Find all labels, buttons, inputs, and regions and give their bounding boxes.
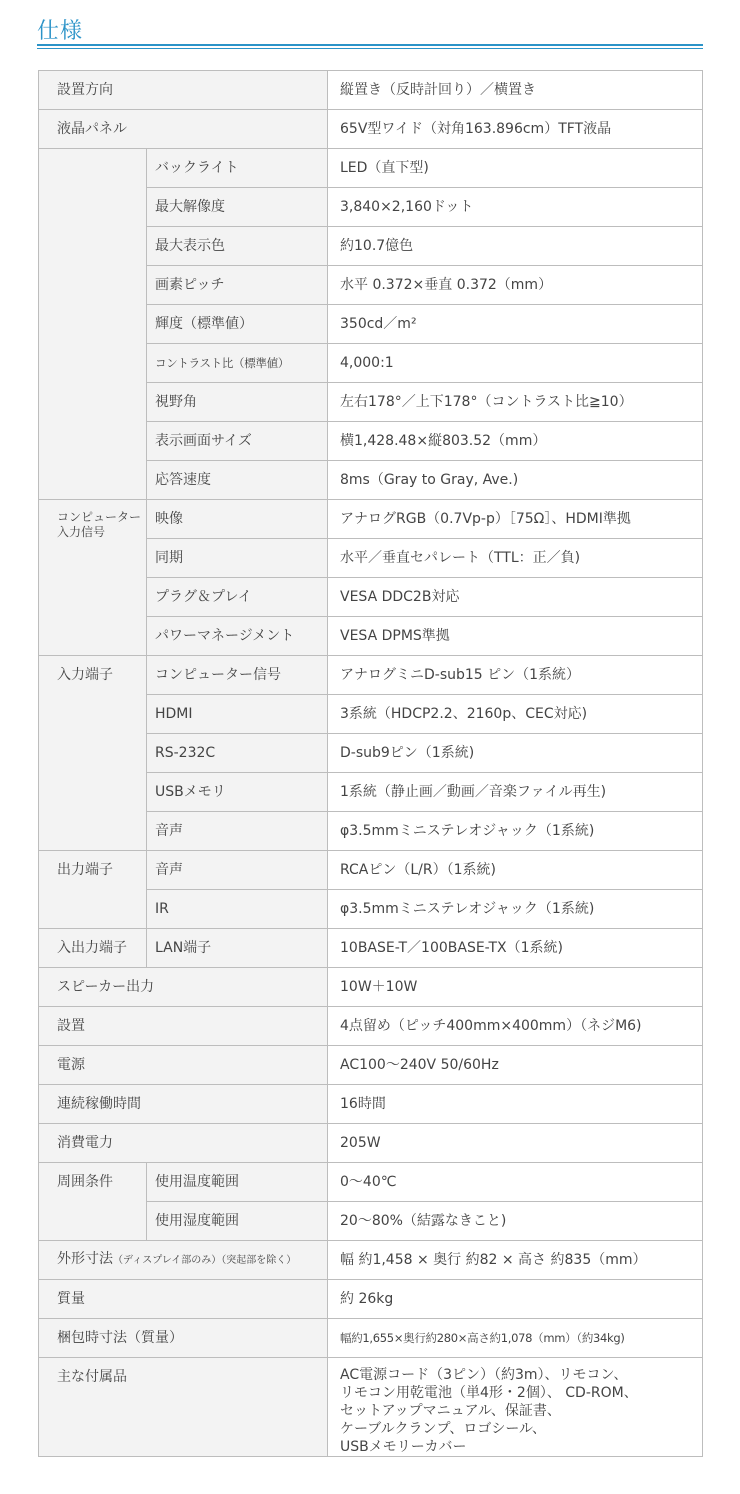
row-sublabel: 使用湿度範囲 [147, 1202, 328, 1241]
row-value: VESA DDC2B対応 [328, 578, 703, 617]
row-value: 左右178°／上下178°（コントラスト比≧10） [328, 383, 703, 422]
table-row [39, 1046, 703, 1085]
table-row [39, 110, 703, 149]
row-label: 電源 [39, 1046, 328, 1085]
row-label-text: 外形寸法 [57, 1251, 113, 1267]
row-sublabel: 応答速度 [147, 461, 328, 500]
row-value: 約 26kg [328, 1280, 703, 1319]
row-value: 16時間 [328, 1085, 703, 1124]
row-value: AC100〜240V 50/60Hz [328, 1046, 703, 1085]
page-title: 仕様 [37, 19, 84, 44]
row-value [328, 1358, 703, 1457]
table-row [39, 1358, 703, 1457]
row-value: 横1,428.48×縦803.52（mm） [328, 422, 703, 461]
row-sublabel: 輝度（標準値） [147, 305, 328, 344]
row-value: 4,000:1 [328, 344, 703, 383]
row-label: 梱包時寸法（質量） [39, 1319, 328, 1358]
row-label [39, 500, 147, 656]
table-row [39, 1241, 703, 1280]
row-label [39, 1241, 328, 1280]
row-value [328, 1319, 703, 1358]
row-value: VESA DPMS準拠 [328, 617, 703, 656]
row-value: 水平／垂直セパレート（TTL：正／負) [328, 539, 703, 578]
row-label: スピーカー出力 [39, 968, 328, 1007]
row-value: RCAピン（L/R）（1系統) [328, 851, 703, 890]
row-sublabel: 最大表示色 [147, 227, 328, 266]
row-sublabel: プラグ＆プレイ [147, 578, 328, 617]
row-sublabel: 表示画面サイズ [147, 422, 328, 461]
row-value: 3,840×2,160ドット [328, 188, 703, 227]
row-value: 幅 約1,458 × 奥行 約82 × 高さ 約835（mm） [328, 1241, 703, 1280]
row-sublabel [147, 344, 328, 383]
row-value-line: USBメモリーカバー [340, 1439, 467, 1455]
table-row [39, 851, 703, 890]
row-label: 連続稼働時間 [39, 1085, 328, 1124]
table-row [39, 1085, 703, 1124]
row-label: 主な付属品 [39, 1358, 328, 1457]
row-value: 0〜40℃ [328, 1163, 703, 1202]
row-sublabel: 映像 [147, 500, 328, 539]
row-label: 周囲条件 [39, 1163, 147, 1241]
row-sublabel: コンピューター信号 [147, 656, 328, 695]
table-row [39, 1319, 703, 1358]
row-label: 入出力端子 [39, 929, 147, 968]
table-row [39, 1007, 703, 1046]
row-label: 出力端子 [39, 851, 147, 929]
row-value: 水平 0.372×垂直 0.372（mm） [328, 266, 703, 305]
row-sublabel: 画素ピッチ [147, 266, 328, 305]
row-sublabel: IR [147, 890, 328, 929]
table-row [39, 71, 703, 110]
row-value: 10BASE-T／100BASE-TX（1系統) [328, 929, 703, 968]
row-value: アナログRGB（0.7Vp-p）［75Ω］、HDMI準拠 [328, 500, 703, 539]
row-value: アナログミニD-sub15 ピン（1系統） [328, 656, 703, 695]
title-underline-thin [37, 48, 703, 49]
title-underline [37, 44, 703, 46]
row-value: 350cd／m² [328, 305, 703, 344]
row-value: φ3.5mmミニステレオジャック（1系統) [328, 812, 703, 851]
row-label: 質量 [39, 1280, 328, 1319]
row-label: 入力端子 [39, 656, 147, 851]
row-value-line: セットアップマニュアル、保証書、 [340, 1403, 561, 1419]
row-value: 10W＋10W [328, 968, 703, 1007]
table-row [39, 929, 703, 968]
row-label-note: （ディスプレイ部のみ）（突起部を除く） [113, 1255, 297, 1266]
row-value: 65V型ワイド（対角163.896cm）TFT液晶 [328, 110, 703, 149]
row-value-line: ケーブルクランプ、ロゴシール、 [340, 1421, 546, 1437]
row-value: 縦置き（反時計回り）／横置き [328, 71, 703, 110]
row-label-line: コンピューター [57, 510, 142, 524]
row-value-line: AC電源コード（3ピン）（約3m）、リモコン、 [340, 1367, 628, 1383]
row-value: 20〜80%（結露なきこと) [328, 1202, 703, 1241]
row-sublabel: 視野角 [147, 383, 328, 422]
row-value: D-sub9ピン（1系統) [328, 734, 703, 773]
table-row [39, 1124, 703, 1163]
table-row [39, 1280, 703, 1319]
row-sublabel: 音声 [147, 812, 328, 851]
row-label: 消費電力 [39, 1124, 328, 1163]
row-value: 1系統（静止画／動画／音楽ファイル再生) [328, 773, 703, 812]
table-row [39, 968, 703, 1007]
row-sublabel: 使用温度範囲 [147, 1163, 328, 1202]
group-spacer [39, 149, 147, 500]
row-value: 約10.7億色 [328, 227, 703, 266]
row-label: 設置 [39, 1007, 328, 1046]
row-value: φ3.5mmミニステレオジャック（1系統) [328, 890, 703, 929]
spec-table [38, 70, 703, 1457]
row-sublabel: USBメモリ [147, 773, 328, 812]
row-label: 液晶パネル [39, 110, 328, 149]
table-row [39, 656, 703, 695]
row-value-line: リモコン用乾電池（単4形・2個）、 CD-ROM、 [340, 1385, 638, 1401]
table-row [39, 149, 703, 188]
row-sublabel: バックライト [147, 149, 328, 188]
row-label: 設置方向 [39, 71, 328, 110]
row-label-line: 入力信号 [57, 525, 106, 539]
row-value: 4点留め（ピッチ400mm×400mm）（ネジM6) [328, 1007, 703, 1046]
row-sublabel: 同期 [147, 539, 328, 578]
row-sublabel: パワーマネージメント [147, 617, 328, 656]
row-sublabel: RS-232C [147, 734, 328, 773]
row-value: LED（直下型) [328, 149, 703, 188]
row-value: 3系統（HDCP2.2、2160p、CEC対応) [328, 695, 703, 734]
row-sublabel: 最大解像度 [147, 188, 328, 227]
row-sublabel: LAN端子 [147, 929, 328, 968]
row-value: 8ms（Gray to Gray, Ave.) [328, 461, 703, 500]
table-row [39, 1163, 703, 1202]
row-sublabel: HDMI [147, 695, 328, 734]
row-sublabel-text: コントラスト比（標準値） [155, 356, 290, 370]
row-sublabel: 音声 [147, 851, 328, 890]
table-row [39, 500, 703, 539]
row-value-text: 幅約1,655×奥行約280×高さ約1,078（mm）（約34kg) [340, 1331, 625, 1345]
row-value: 205W [328, 1124, 703, 1163]
